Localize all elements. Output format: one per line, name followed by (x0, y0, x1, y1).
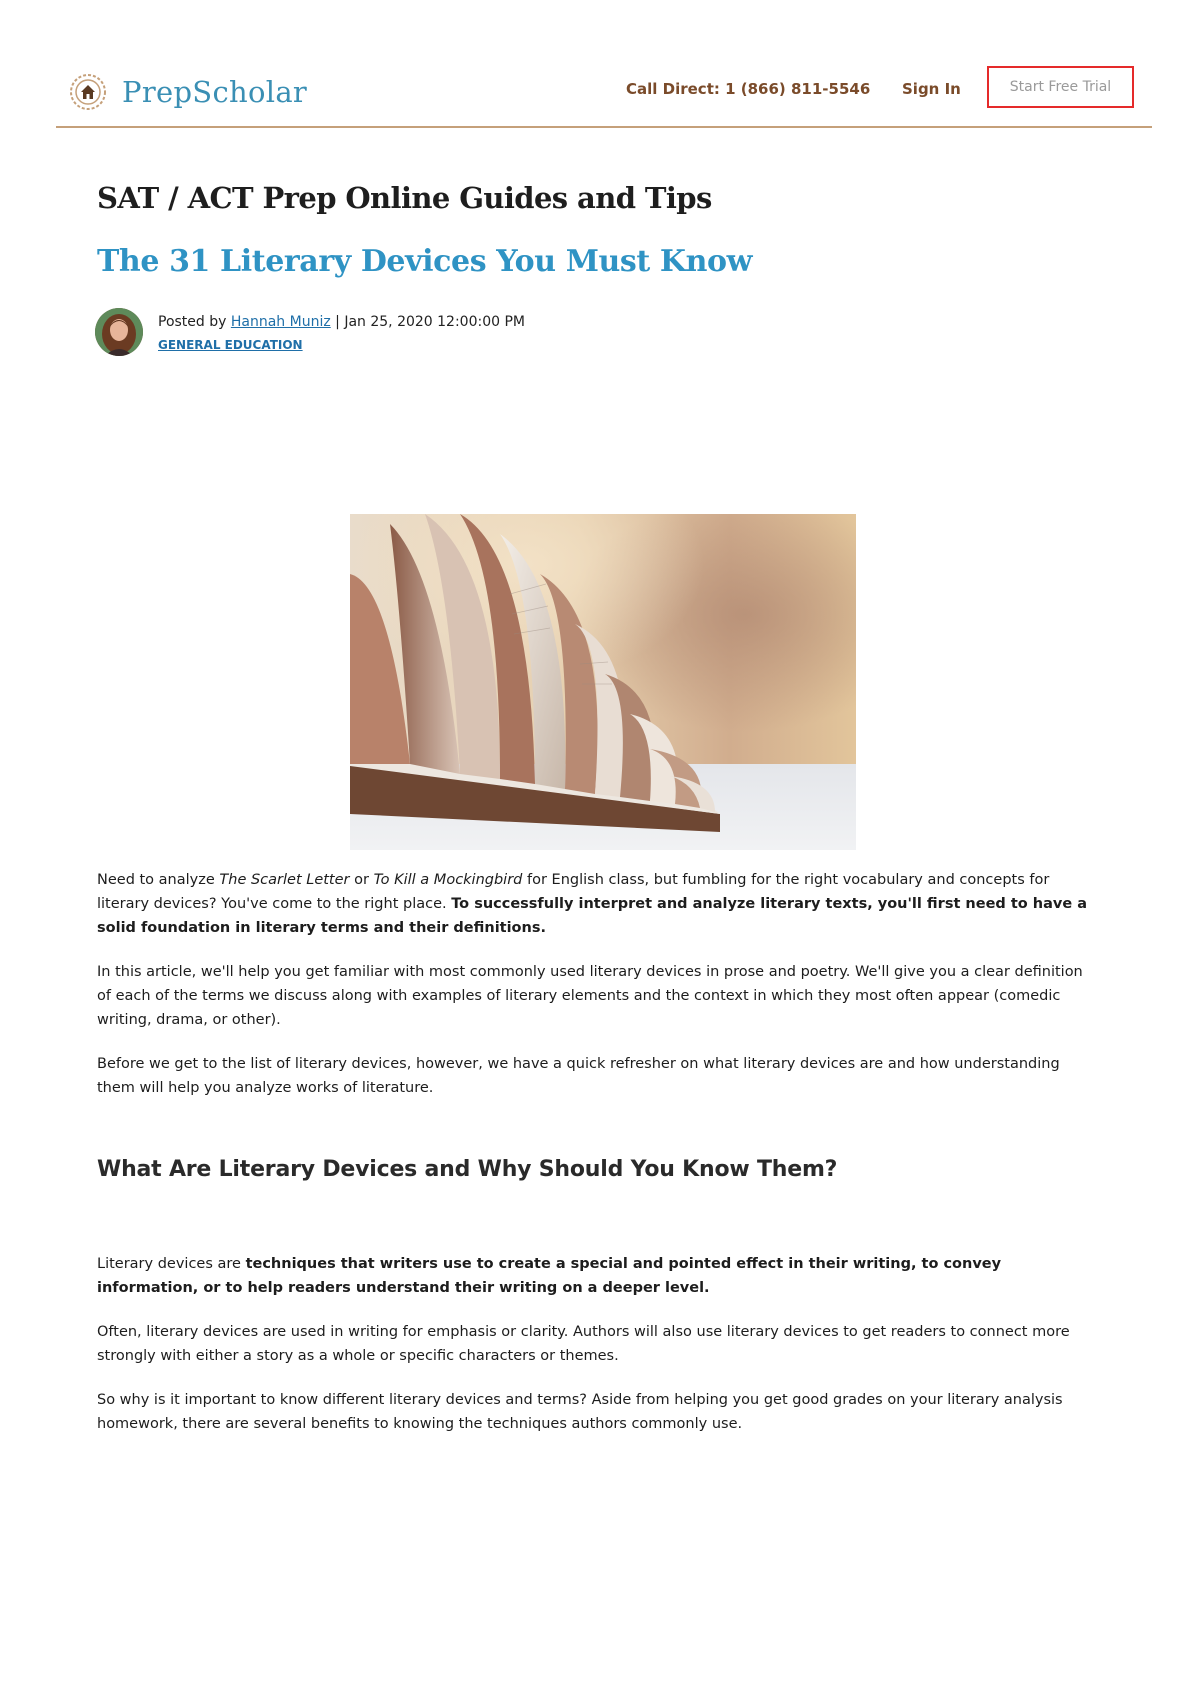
post-byline (158, 314, 525, 330)
definition-emphasis: techniques that writers use to create a special and pointed effect in their writing, to convey information, or to help readers understand their writing on a deeper level. (97, 1256, 1002, 1296)
start-free-trial-button[interactable]: Start Free Trial (987, 66, 1134, 108)
site-header (56, 58, 1152, 128)
book-title-scarlet-letter: The Scarlet Letter (219, 872, 350, 888)
article-paragraph: In this article, we'll help you get familiar with most commonly used literary devices in prose and poetry. We'll give you a clear definition of each of the terms we discuss along with examples of literary elements and the context in which they most often appear (comedic writing, drama, or other). (97, 964, 1083, 1028)
book-title-mockingbird: To Kill a Mockingbird (373, 872, 523, 888)
article-paragraph: Often, literary devices are used in writing for emphasis or clarity. Authors will also use literary devices to get readers to connect more strongly with either a story as a whole or specific characters or themes. (97, 1324, 1070, 1364)
article-paragraph: So why is it important to know different literary devices and terms? Aside from helping you get good grades on your literary analysis homework, there are several benefits to knowing the techniques authors commonly use. (97, 1392, 1063, 1432)
call-direct-link[interactable]: Call Direct: 1 (866) 811-5546 (626, 80, 871, 98)
article-body (97, 868, 1097, 1456)
byline-separator: | (335, 314, 340, 330)
intro-emphasis: To successfully interpret and analyze literary texts, you'll first need to have a solid foundation in literary terms and their definitions. (97, 896, 1088, 936)
blog-title[interactable]: SAT / ACT Prep Online Guides and Tips (97, 181, 712, 215)
author-link[interactable]: Hannah Muniz (230, 314, 331, 330)
hero-image-open-book (350, 514, 856, 850)
category-link[interactable]: GENERAL EDUCATION (158, 338, 303, 352)
sign-in-link[interactable]: Sign In (902, 80, 961, 98)
section-heading: What Are Literary Devices and Why Should You Know Them? (97, 1157, 838, 1182)
post-date: Jan 25, 2020 12:00:00 PM (344, 314, 526, 330)
posted-by-label: Posted by (158, 314, 227, 330)
post-title: The 31 Literary Devices You Must Know (97, 244, 753, 279)
brand-name: PrepScholar (122, 75, 308, 109)
definition-paragraph: Literary devices are techniques that writers use to create a special and pointed effect in their writing, to convey information, or to help readers understand their writing on a deeper level. (97, 1256, 1002, 1296)
brand-logo[interactable] (68, 70, 307, 114)
house-icon (68, 72, 108, 112)
intro-paragraph: Need to analyze The Scarlet Letter or To Kill a Mockingbird for English class, but fumbling for the right vocabulary and concepts for literary devices? You've come to the right place. To successfully interpret and analyze literary texts, you'll first need to have a solid foundation in literary terms and their definitions. (97, 872, 1088, 936)
article-paragraph: Before we get to the list of literary devices, however, we have a quick refresher on what literary devices are and how understanding them will help you analyze works of literature. (97, 1056, 1060, 1096)
author-avatar[interactable] (95, 308, 143, 356)
